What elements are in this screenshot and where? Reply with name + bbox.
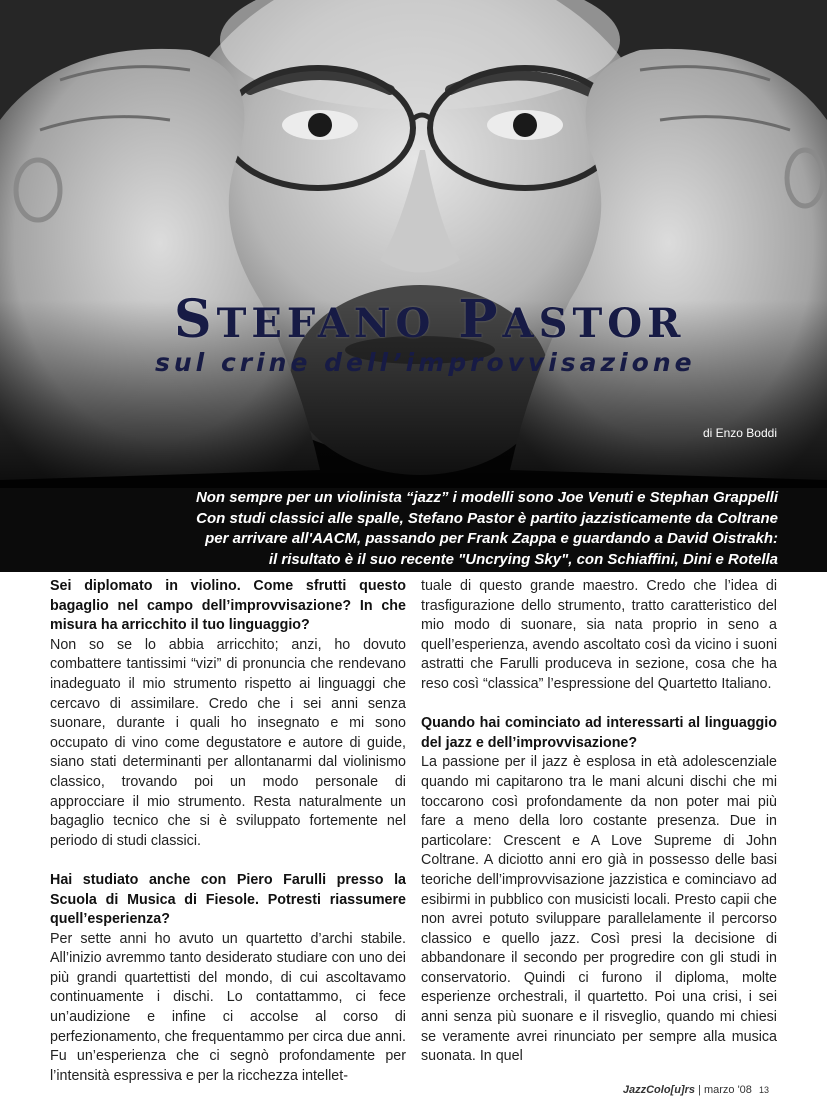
- column-right: [421, 577, 777, 1067]
- magazine-name: JazzColo[u]rs: [622, 1084, 695, 1096]
- column-left: [50, 577, 406, 1086]
- intro-line: per arrivare all'AACM, passando per Frank Zappa e guardando a David Oistrakh:: [205, 530, 778, 547]
- title-rest-last: ASTOR: [502, 300, 686, 347]
- answer-2-part-1: Per sette anni ho avuto un quartetto d’archi stabile. All’inizio avremmo tanto desiderato studiare con uno dei più grandi quartettisti del mondo, di cui ascoltavamo continuamente i dischi. Lo contattammo, ci fece un’audizione e infine ci accolse al corso di perfezionamento, che frequentammo per circa due anni. Fu un’esperienza che ci segnò profondamente per l’intensità espressiva e per la ricchezza intellet-: [50, 930, 406, 1084]
- page-number: 13: [758, 1085, 769, 1095]
- paragraph-gap: [50, 851, 406, 871]
- article-title: [174, 290, 685, 354]
- question-3: Quando hai cominciato ad interessarti al linguaggio del jazz e dell’improvvisazione?: [421, 715, 777, 751]
- byline: di Enzo Boddi: [702, 426, 777, 440]
- answer-1: Non so se lo abbia arricchito; anzi, ho dovuto combattere tantissimi “vizi” di pronuncia che rendevano inadeguato il mio strumento rispetto ai linguaggi che cercavo di assimilare. Credo che i sei anni senza suonare, durante i quali ho insegnato e mi sono occupato di vino come degustatore e autore di guide, siano stati determinanti per allontanarmi dal violinismo classico, trovando poi un modo personale di approcciare il mio strumento. Resta naturalmente un bagaglio tecnico che si è sviluppato fortemente nel periodo di studi classici.: [50, 636, 406, 849]
- article-subtitle: sul crine dell’improvvisazione: [155, 348, 696, 377]
- question-1: Sei diplomato in violino. Come sfrutti questo bagaglio nel campo dell’improvvisazione? In che misura ha arricchito il tuo linguaggio?: [50, 578, 406, 634]
- answer-3: La passione per il jazz è esplosa in età adolescenziale quando mi capitarono tra le mani alcuni dischi che mi toccarono così profondamente da non poter mai più fare a meno della loro costante presenza. Due in particolare: Crescent e A Love Supreme di John Coltrane. A diciotto anni ero già in possesso delle basi teoriche dell’improvvisazione jazzistica e cominciavo ad esibirmi in pubblico con musicisti locali. Presto capii che non avrei potuto sviluppare parallelamente il percorso classico e quello jazz. Così presi la decisione di abbandonare il secondo per progredire con gli studi in conservatorio. Quindi ci furono il diploma, molte esperienze orchestrali, il quartetto. Poi una crisi, i sei anni senza più suonare e il risveglio, quando mi chiesi se veramente avrei rinunciato per sempre alla musica suonata. In quel: [421, 754, 777, 1065]
- title-initial-last: P: [458, 289, 503, 350]
- intro-line: il risultato è il suo recente "Uncrying Sky", con Schiaffini, Dini e Rotella: [268, 550, 778, 568]
- intro-line: Con studi classici alle spalle, Stefano Pastor è partito jazzisticamente da Coltrane: [196, 509, 778, 527]
- issue-date: | marzo '08: [698, 1084, 752, 1096]
- title-initial-first: S: [174, 289, 217, 350]
- title-rest-first: TEFANO: [216, 300, 436, 347]
- page-footer: [623, 1084, 769, 1096]
- answer-2-part-2: tuale di questo grande maestro. Credo che l’idea di trasfigurazione dello strumento, tratto caratteristico del mio modo di suonare, sia nata proprio in seno a quell’esperienza, avendo ascoltato così da vicino i suoni astratti che Farulli produceva in sezione, cosa che ha reso così “classica” l’espressione del Quartetto Italiano.: [421, 578, 777, 692]
- paragraph-gap: [421, 695, 777, 715]
- intro-standfirst: [0, 488, 778, 570]
- question-2: Hai studiato anche con Piero Farulli presso la Scuola di Musica di Fiesole. Potresti riassumere quell’esperienza?: [50, 871, 406, 928]
- intro-line: Non sempre per un violinista “jazz” i modelli sono Joe Venuti e Stephan Grappelli: [195, 489, 778, 506]
